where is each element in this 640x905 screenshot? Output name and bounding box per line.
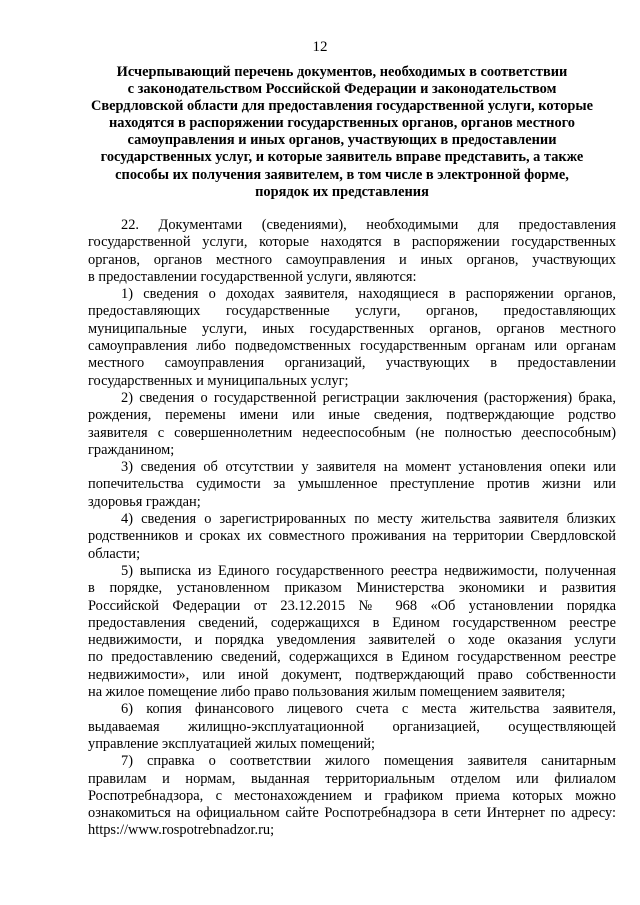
heading-line: с законодательством Российской Федерации и законодательством bbox=[127, 81, 557, 98]
text-line: 5) выписка из Единого государственного реестра недвижимости, полученная bbox=[121, 562, 616, 579]
heading-line: Исчерпывающий перечень документов, необходимых в соответствии bbox=[116, 64, 568, 80]
text-line: выдаваемая жилищно-эксплуатационной организацией, осуществляющей bbox=[88, 718, 616, 735]
text-line: государственной услуги, которые находятся в распоряжении государственных bbox=[88, 234, 616, 251]
section-heading bbox=[84, 64, 600, 201]
heading-line: находятся в распоряжении государственных органов, органов местного bbox=[108, 115, 576, 132]
text-line: https://www.rospotrebnadzor.ru; bbox=[88, 822, 275, 839]
text-line: рождения, перемены имени или иные сведения, подтверждающие родство bbox=[88, 407, 616, 424]
paragraph bbox=[88, 286, 616, 390]
text-line: недвижимости», или иной документ, подтверждающий право собственности bbox=[88, 666, 616, 683]
text-line: местного самоуправления организаций, участвующих в предоставлении bbox=[88, 355, 616, 372]
text-line: самоуправления либо подведомственных государственным органам или органам bbox=[88, 338, 616, 355]
text-line: 22. Документами (сведениями), необходимыми для предоставления bbox=[121, 217, 616, 233]
text-line: государственных и муниципальных услуг; bbox=[88, 372, 349, 389]
paragraph bbox=[88, 701, 616, 753]
text-line: в порядке, установленном приказом Министерства экономики и развития bbox=[88, 580, 616, 597]
text-line: в предоставлении государственной услуги, являются: bbox=[88, 268, 417, 285]
heading-line: Свердловской области для предоставления государственной услуги, которые bbox=[90, 98, 594, 115]
text-line: недвижимости, и порядка уведомления заявителей о ходе оказания услуги bbox=[88, 632, 616, 649]
text-line: Роспотребнадзора, с местонахождением и графиком приема которых можно bbox=[88, 787, 616, 804]
text-line: ознакомиться на официальном сайте Роспотребнадзора в сети Интернет по адресу: bbox=[88, 805, 616, 822]
text-line: здоровья граждан; bbox=[88, 493, 201, 510]
text-line: 3) сведения об отсутствии у заявителя на момент установления опеки или bbox=[121, 459, 616, 476]
text-line: по предоставлению сведений, содержащихся в Едином государственном реестре bbox=[88, 649, 616, 666]
text-line: заявителя с совершеннолетним недееспособным (не полностью дееспособным) bbox=[88, 424, 616, 441]
text-line: муниципальные услуги, иных государственных органов, органов местного bbox=[88, 320, 616, 337]
text-line: органов, органов местного самоуправления и иных органов, участвующих bbox=[88, 251, 616, 268]
text-line: предоставления сведений, содержащихся в Едином государственном реестре bbox=[88, 614, 616, 631]
text-line: 6) копия финансового лицевого счета с места жительства заявителя, bbox=[121, 701, 616, 718]
document-body bbox=[88, 217, 616, 840]
heading-line: государственных услуг, и которые заявитель вправе представить, а также bbox=[100, 149, 584, 166]
paragraph bbox=[88, 390, 616, 459]
heading-line: способы их получения заявителем, в том числе в электронной форме, bbox=[115, 166, 569, 183]
heading-line: порядок их представления bbox=[255, 183, 429, 200]
page-number: 12 bbox=[312, 39, 328, 55]
text-line: правилам и нормам, выданная территориальным отделом или филиалом bbox=[88, 770, 616, 787]
text-line: попечительства судимости за умышленное преступление против жизни или bbox=[88, 476, 616, 493]
paragraph bbox=[88, 217, 616, 286]
text-line: гражданином; bbox=[88, 441, 175, 458]
paragraph bbox=[88, 563, 616, 701]
text-line: 4) сведения о зарегистрированных по месту жительства заявителя близких bbox=[121, 511, 616, 528]
text-line: области; bbox=[88, 545, 141, 562]
text-line: 2) сведения о государственной регистрации заключения (расторжения) брака, bbox=[121, 389, 616, 406]
text-line: родственников и сроках их совместного проживания на территории Свердловской bbox=[88, 528, 616, 545]
text-line: предоставляющих государственные услуги, органов, предоставляющих bbox=[88, 303, 616, 320]
text-line: 7) справка о соответствии жилого помещения заявителя санитарным bbox=[121, 753, 616, 770]
text-line: на жилое помещение либо право пользования жилым помещением заявителя; bbox=[88, 684, 566, 701]
paragraph bbox=[88, 511, 616, 563]
text-line: 1) сведения о доходах заявителя, находящиеся в распоряжении органов, bbox=[121, 286, 616, 303]
paragraph bbox=[88, 753, 616, 839]
heading-line: самоуправления и иных органов, участвующих в предоставлении bbox=[127, 132, 557, 149]
paragraph bbox=[88, 459, 616, 511]
text-line: Российской Федерации от 23.12.2015 № 968 «Об установлении порядка bbox=[88, 597, 616, 614]
text-line: управление эксплуатацией жилых помещений; bbox=[88, 735, 376, 752]
